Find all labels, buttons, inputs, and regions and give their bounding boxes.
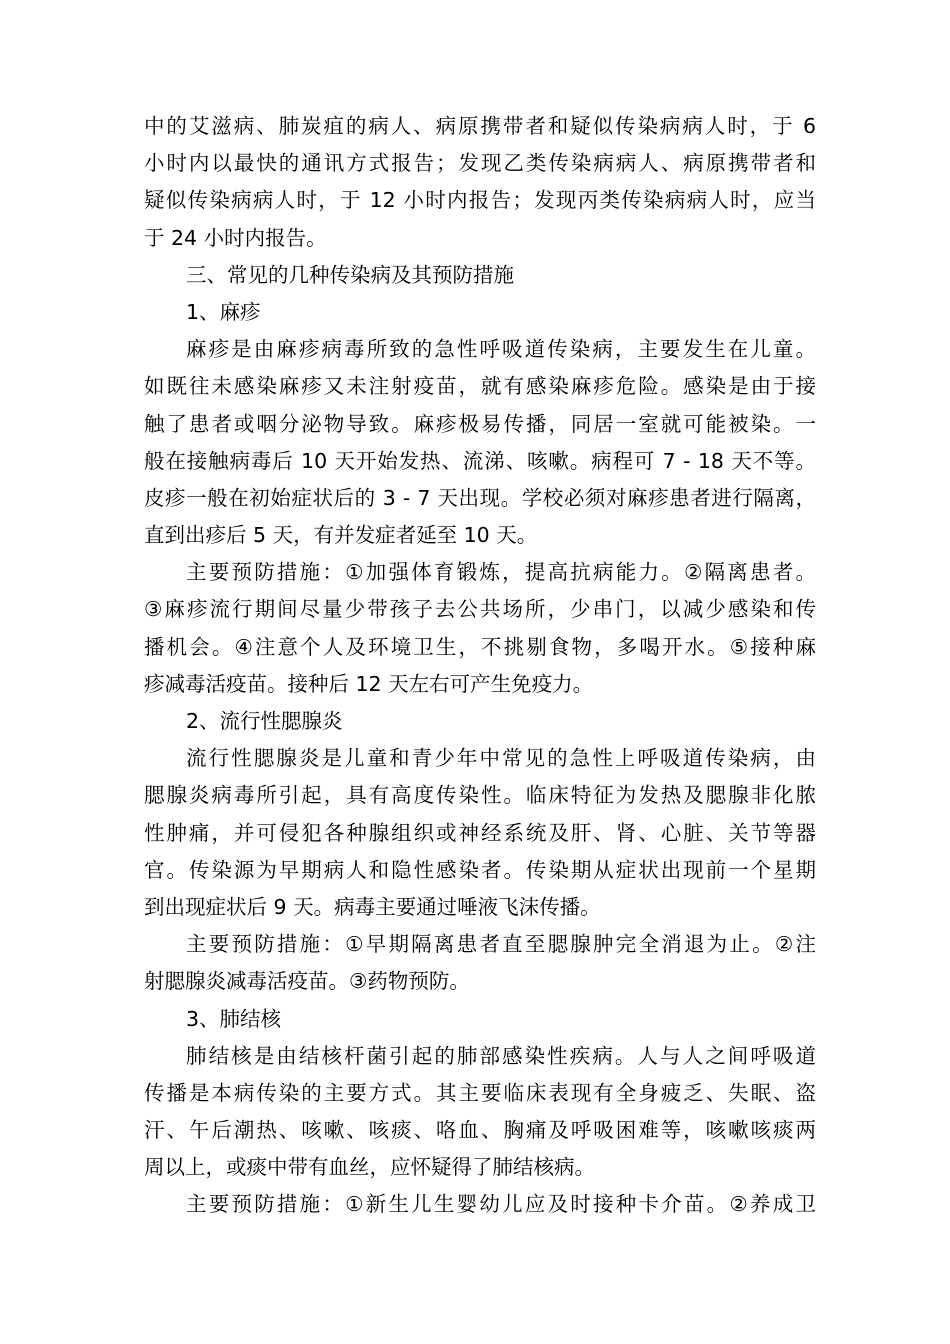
text-line: 主要预防措施：①早期隔离患者直至腮腺肿完全消退为止。②注 (186, 932, 816, 957)
text-line: 流行性腮腺炎是儿童和青少年中常见的急性上呼吸道传染病，由 (186, 746, 816, 771)
text-line: ③麻疹流行期间尽量少带孩子去公共场所，少串门，以减少感染和传 (144, 597, 816, 622)
text-line: 小时内以最快的通讯方式报告；发现乙类传染病病人、病原携带者和 (144, 151, 816, 176)
text-line: 播机会。④注意个人及环境卫生，不挑剔食物，多喝开水。⑤接种麻 (144, 634, 816, 659)
text-line: 传播是本病传染的主要方式。其主要临床表现有全身疲乏、失眠、盗 (144, 1080, 816, 1105)
text-line: 肺结核是由结核杆菌引起的肺部感染性疾病。人与人之间呼吸道 (186, 1043, 816, 1068)
text-line: 麻疹是由麻疹病毒所致的急性呼吸道传染病，主要发生在儿童。 (186, 337, 816, 362)
text-line: 中的艾滋病、肺炭疽的病人、病原携带者和疑似传染病病人时，于 6 (144, 114, 816, 138)
text-line: 三、常见的几种传染病及其预防措施 (186, 262, 514, 287)
text-line: 疹减毒活疫苗。接种后 12 天左右可产生免疫力。 (144, 671, 594, 696)
text-line: 腮腺炎病毒所引起，具有高度传染性。临床特征为发热及腮腺非化脓 (144, 783, 816, 808)
text-line: 皮疹一般在初始症状后的 3 - 7 天出现。学校必须对麻疹患者进行隔离， (144, 485, 816, 510)
text-line: 疑似传染病病人时，于 12 小时内报告；发现丙类传染病病人时，应当 (144, 188, 816, 213)
text-line: 触了患者或咽分泌物导致。麻疹极易传播，同居一室就可能被染。一 (144, 411, 816, 436)
text-line: 于 24 小时内报告。 (144, 225, 327, 250)
text-line: 到出现症状后 9 天。病毒主要通过唾液飞沫传播。 (144, 894, 601, 919)
text-line: 官。传染源为早期病人和隐性感染者。传染期从症状出现前一个星期 (144, 857, 816, 882)
text-line: 汗、午后潮热、咳嗽、咳痰、咯血、胸痛及呼吸困难等，咳嗽咳痰两 (144, 1118, 816, 1143)
document-body (144, 108, 816, 1224)
text-line: 性肿痛，并可侵犯各种腺组织或神经系统及肝、肾、心脏、关节等器 (144, 820, 816, 845)
text-line: 如既往未感染麻疹又未注射疫苗，就有感染麻疹危险。感染是由于接 (144, 374, 816, 399)
text-line: 般在接触病毒后 10 天开始发热、流涕、咳嗽。病程可 7 - 18 天不等。 (144, 448, 816, 473)
text-line: 周以上，或痰中带有血丝，应怀疑得了肺结核病。 (144, 1155, 595, 1180)
text-line: 射腮腺炎减毒活疫苗。③药物预防。 (144, 969, 470, 994)
text-line: 主要预防措施：①新生儿生婴幼儿应及时接种卡介苗。②养成卫 (186, 1192, 816, 1217)
text-line: 3、肺结核 (186, 1006, 282, 1031)
text-line: 1、麻疹 (186, 299, 261, 324)
text-line: 主要预防措施：①加强体育锻炼，提高抗病能力。②隔离患者。 (186, 560, 816, 585)
text-line: 2、流行性腮腺炎 (186, 709, 343, 733)
text-line: 直到出疹后 5 天，有并发症者延至 10 天。 (144, 523, 538, 548)
